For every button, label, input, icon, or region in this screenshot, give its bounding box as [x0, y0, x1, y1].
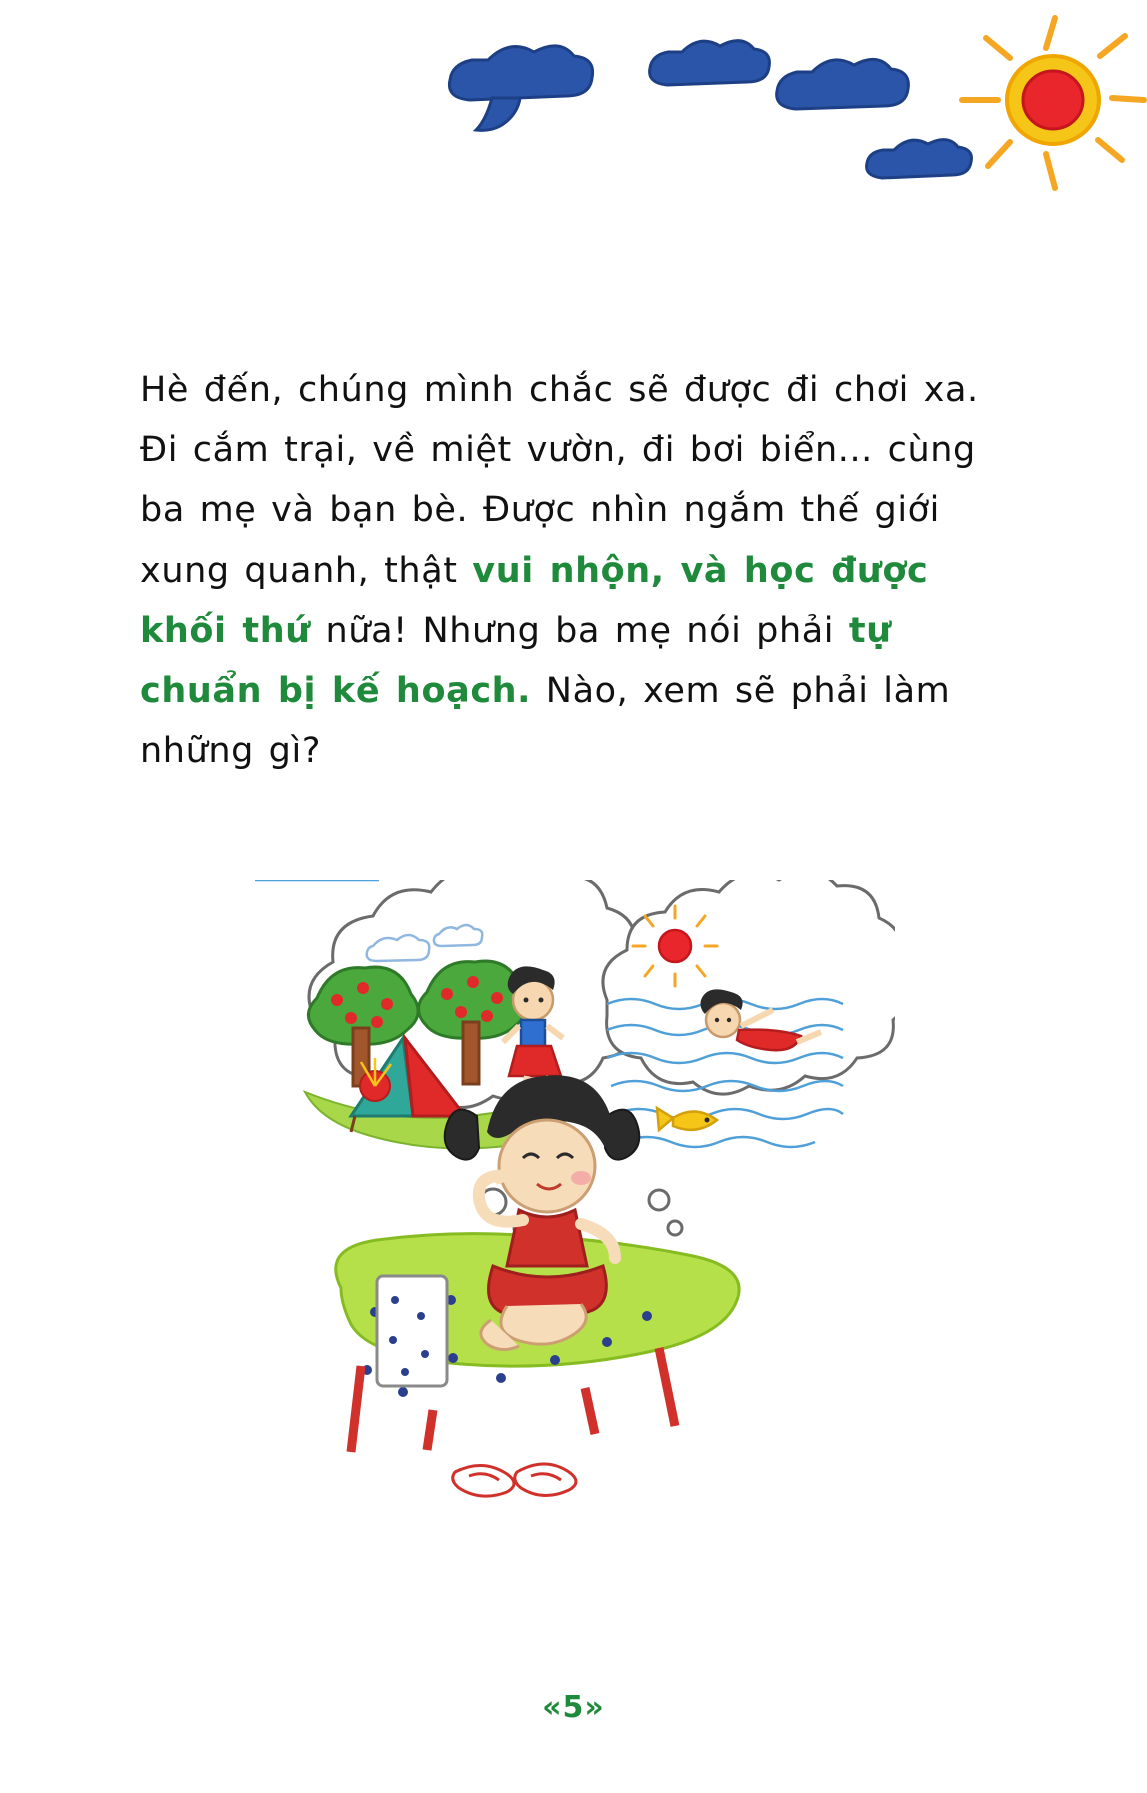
table-leg — [427, 1410, 433, 1450]
text-run-plain-2: nữa! Nhưng ba mẹ nói phải — [310, 610, 849, 651]
thought-bubble-dot — [649, 1190, 669, 1210]
paragraph-line-group — [140, 360, 1020, 781]
cloud-icon — [867, 140, 972, 178]
table-leg — [659, 1348, 675, 1426]
notebook-on-table — [377, 1276, 447, 1386]
table-leg — [585, 1388, 595, 1434]
fish-icon — [657, 1108, 717, 1130]
sun-icon — [1007, 56, 1099, 144]
thought-bubble-dot — [668, 1221, 682, 1235]
table-leg — [351, 1366, 361, 1452]
cloud-icon — [449, 46, 592, 130]
cloud-icon — [777, 59, 909, 109]
text-run-highlight-1: vui nhộn, và học được khối thứ — [140, 550, 929, 651]
text-run-highlight-2: tự chuẩn bị kế hoạch. — [140, 610, 892, 711]
text-run-plain-3: Nào, xem sẽ phải làm những gì? — [140, 670, 951, 772]
page-number: «5» — [542, 1690, 605, 1725]
page-paragraph — [140, 360, 1020, 781]
shoes-on-floor — [453, 1464, 576, 1496]
cloud-icon — [650, 41, 770, 85]
sun-icon — [633, 906, 717, 986]
text-run-plain-1: Hè đến, chúng mình chắc sẽ được đi chơi xa. Đi cắm trại, về miệt vườn, đi bơi biển... cùng ba mẹ và bạn bè. Được nhìn ngắm thế giới xung quanh, thật — [140, 370, 979, 591]
girl-daydreaming-illustration — [255, 880, 895, 1600]
sun-and-clouds-header — [0, 0, 1147, 230]
